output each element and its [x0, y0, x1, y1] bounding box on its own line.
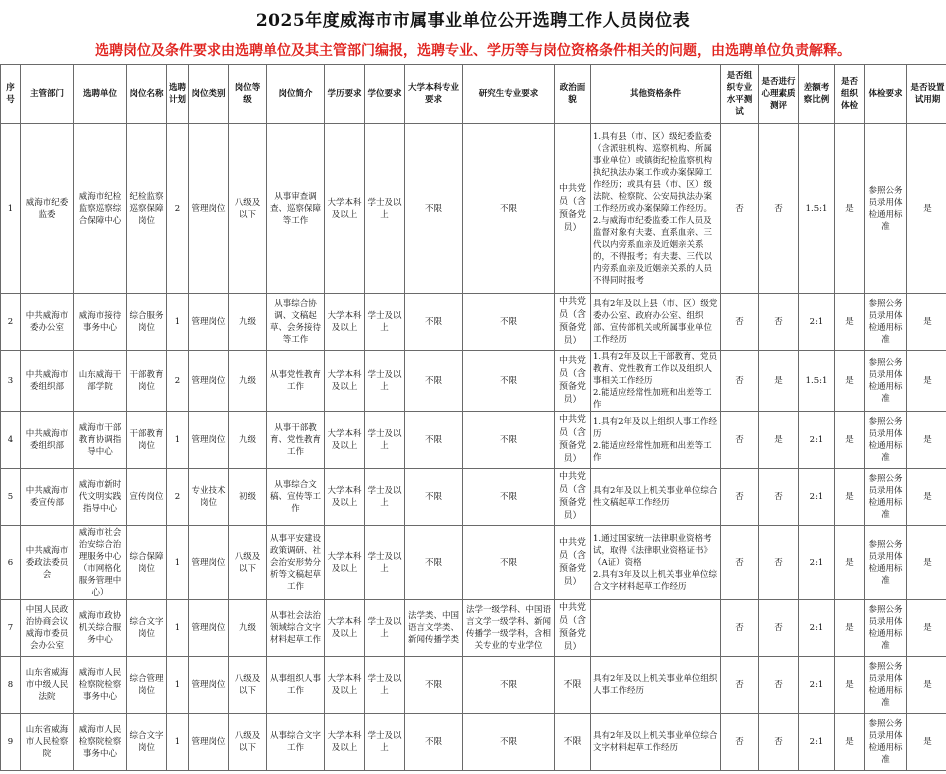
table-cell: 大学本科及以上 — [325, 714, 365, 771]
header-cell: 岗位简介 — [267, 65, 325, 124]
table-cell: 2:1 — [799, 294, 835, 351]
table-cell: 是 — [759, 412, 799, 469]
table-cell: 4 — [1, 412, 21, 469]
table-row — [1, 526, 946, 600]
table-cell: 1.5:1 — [799, 351, 835, 412]
table-cell: 管理岗位 — [189, 412, 229, 469]
table-cell: 威海市人民检察院检察事务中心 — [74, 657, 127, 714]
table-cell: 大学本科及以上 — [325, 124, 365, 294]
table-cell: 是 — [835, 351, 865, 412]
table-cell: 2:1 — [799, 469, 835, 526]
table-cell: 不限 — [555, 657, 591, 714]
table-cell: 中共党员（含预备党员） — [555, 412, 591, 469]
header-cell: 政治面貌 — [555, 65, 591, 124]
table-cell: 宣传岗位 — [127, 469, 167, 526]
table-cell: 学士及以上 — [365, 657, 405, 714]
table-cell: 是 — [907, 714, 946, 771]
table-cell: 是 — [907, 526, 946, 600]
table-cell: 不限 — [405, 657, 463, 714]
table-cell: 威海市接待事务中心 — [74, 294, 127, 351]
table-cell: 参照公务员录用体检通用标准 — [865, 714, 907, 771]
table-cell: 8 — [1, 657, 21, 714]
table-cell: 不限 — [463, 526, 555, 600]
table-cell: 干部教育岗位 — [127, 351, 167, 412]
table-cell: 否 — [721, 469, 759, 526]
table-cell: 山东威海干部学院 — [74, 351, 127, 412]
table-cell: 参照公务员录用体检通用标准 — [865, 294, 907, 351]
header-cell: 学历要求 — [325, 65, 365, 124]
table-cell: 中共党员（含预备党员） — [555, 600, 591, 657]
table-cell: 中共威海市委宣传部 — [21, 469, 74, 526]
header-cell: 序号 — [1, 65, 21, 124]
table-cell: 是 — [907, 351, 946, 412]
table-cell: 否 — [759, 600, 799, 657]
table-cell: 是 — [835, 600, 865, 657]
table-cell: 是 — [759, 351, 799, 412]
table-header-row — [1, 65, 946, 124]
table-cell: 1.具有2年及以上组织人事工作经历 2.能适应经常性加班和出差等工作 — [591, 412, 721, 469]
table-cell: 1 — [167, 657, 189, 714]
table-cell: 参照公务员录用体检通用标准 — [865, 351, 907, 412]
table-cell: 中共党员（含预备党员） — [555, 294, 591, 351]
table-cell: 管理岗位 — [189, 657, 229, 714]
table-cell: 大学本科及以上 — [325, 412, 365, 469]
table-cell: 管理岗位 — [189, 294, 229, 351]
table-row — [1, 124, 946, 294]
header-cell: 研究生专业要求 — [463, 65, 555, 124]
table-cell: 从事综合协调、文稿起草、会务接待等工作 — [267, 294, 325, 351]
table-cell: 1.通过国家统一法律职业资格考试，取得《法律职业资格证书》（A证）资格 2.具有3年及以上机关事业单位综合文字材料起草工作经历 — [591, 526, 721, 600]
table-cell: 具有2年及以上机关事业单位综合文字材料起草工作经历 — [591, 714, 721, 771]
table-cell: 不限 — [405, 469, 463, 526]
header-cell: 主管部门 — [21, 65, 74, 124]
table-cell: 九级 — [229, 351, 267, 412]
table-cell: 山东省威海市中级人民法院 — [21, 657, 74, 714]
table-cell: 不限 — [405, 294, 463, 351]
table-cell: 5 — [1, 469, 21, 526]
page-title: 2025年度威海市市属事业单位公开选聘工作人员岗位表 — [255, 11, 691, 31]
table-cell: 不限 — [405, 124, 463, 294]
table-cell: 1 — [167, 412, 189, 469]
table-body — [1, 124, 946, 771]
table-cell: 八级及以下 — [229, 526, 267, 600]
table-cell: 大学本科及以上 — [325, 526, 365, 600]
table-cell: 1 — [167, 600, 189, 657]
table-cell: 2 — [167, 469, 189, 526]
header-cell: 是否组织专业水平测试 — [721, 65, 759, 124]
table-cell: 参照公务员录用体检通用标准 — [865, 657, 907, 714]
table-cell: 否 — [721, 657, 759, 714]
header-cell: 大学本科专业要求 — [405, 65, 463, 124]
header-cell: 是否设置试用期 — [907, 65, 946, 124]
table-cell: 管理岗位 — [189, 526, 229, 600]
table-cell: 不限 — [555, 714, 591, 771]
table-cell: 不限 — [405, 714, 463, 771]
table-cell: 否 — [759, 124, 799, 294]
header-cell: 是否进行心理素质测评 — [759, 65, 799, 124]
table-cell: 威海市人民检察院检察事务中心 — [74, 714, 127, 771]
table-cell: 中共党员（含预备党员） — [555, 526, 591, 600]
table-cell: 1.具有2年及以上干部教育、党员教育、党性教育工作以及组织人事相关工作经历 2.能适应经常性加班和出差等工作 — [591, 351, 721, 412]
table-cell: 是 — [835, 657, 865, 714]
table-cell: 1 — [167, 714, 189, 771]
table-cell: 八级及以下 — [229, 714, 267, 771]
table-cell: 威海市纪检监察巡察综合保障中心 — [74, 124, 127, 294]
table-cell: 是 — [835, 526, 865, 600]
table-cell: 不限 — [405, 526, 463, 600]
table-cell: 八级及以下 — [229, 657, 267, 714]
table-cell: 是 — [835, 714, 865, 771]
table-cell: 否 — [721, 412, 759, 469]
table-cell: 学士及以上 — [365, 351, 405, 412]
table-cell: 初级 — [229, 469, 267, 526]
table-cell: 否 — [759, 714, 799, 771]
table-cell: 九级 — [229, 600, 267, 657]
table-cell: 不限 — [463, 714, 555, 771]
table-cell: 八级及以下 — [229, 124, 267, 294]
table-row — [1, 412, 946, 469]
table-cell: 否 — [759, 657, 799, 714]
table-cell: 中共威海市委组织部 — [21, 412, 74, 469]
table-cell: 具有2年及以上机关事业单位综合性文稿起草工作经历 — [591, 469, 721, 526]
header-cell: 差额考察比例 — [799, 65, 835, 124]
table-cell: 大学本科及以上 — [325, 600, 365, 657]
table-cell: 干部教育岗位 — [127, 412, 167, 469]
header-cell: 学位要求 — [365, 65, 405, 124]
table-cell: 从事党性教育工作 — [267, 351, 325, 412]
table-cell: 否 — [721, 526, 759, 600]
table-cell: 参照公务员录用体检通用标准 — [865, 526, 907, 600]
table-cell: 中共党员（含预备党员） — [555, 469, 591, 526]
table-cell: 管理岗位 — [189, 714, 229, 771]
table-cell: 管理岗位 — [189, 351, 229, 412]
table-cell: 1 — [167, 526, 189, 600]
table-cell: 是 — [835, 294, 865, 351]
header-cell: 岗位名称 — [127, 65, 167, 124]
table-cell: 不限 — [405, 412, 463, 469]
table-cell: 学士及以上 — [365, 294, 405, 351]
table-row — [1, 714, 946, 771]
table-cell: 不限 — [463, 469, 555, 526]
table-cell: 学士及以上 — [365, 526, 405, 600]
table-cell: 是 — [835, 469, 865, 526]
table-cell: 九级 — [229, 294, 267, 351]
table-cell: 山东省威海市人民检察院 — [21, 714, 74, 771]
table-cell: 专业技术岗位 — [189, 469, 229, 526]
table-cell: 9 — [1, 714, 21, 771]
table-cell: 否 — [721, 124, 759, 294]
table-cell: 参照公务员录用体检通用标准 — [865, 469, 907, 526]
table-cell: 管理岗位 — [189, 600, 229, 657]
table-cell: 综合保障岗位 — [127, 526, 167, 600]
table-cell: 从事综合文字工作 — [267, 714, 325, 771]
table-cell: 大学本科及以上 — [325, 657, 365, 714]
table-cell: 是 — [907, 469, 946, 526]
table-cell: 不限 — [463, 351, 555, 412]
table-cell: 中共党员（含预备党员） — [555, 124, 591, 294]
table-cell: 具有2年及以上机关事业单位组织人事工作经历 — [591, 657, 721, 714]
table-cell: 是 — [907, 124, 946, 294]
table-cell: 威海市社会治安综合治理服务中心（市网格化服务管理中心） — [74, 526, 127, 600]
table-cell: 综合管理岗位 — [127, 657, 167, 714]
table-cell: 1.具有县（市、区）级纪委监委（含派驻机构、巡察机构、所属事业单位）或镇街纪检监察机构执纪执法办案工作或办案保障工作经历；或具有县（市、区）级法院、检察院、公安局执法办案工作经历或办案保障工作经历。 2.与威海市纪委监委工作人员及监督对象有夫妻、直系血亲、三代以内旁系血亲及近姻亲关系的，不得报考；有夫妻、三代以内旁系血亲及近姻亲关系的人员不得同时报考 — [591, 124, 721, 294]
table-cell: 从事审查调查、巡察保障等工作 — [267, 124, 325, 294]
table-cell: 2:1 — [799, 526, 835, 600]
table-cell: 参照公务员录用体检通用标准 — [865, 124, 907, 294]
table-cell: 不限 — [405, 351, 463, 412]
table-cell: 不限 — [463, 657, 555, 714]
header-cell: 岗位等级 — [229, 65, 267, 124]
table-cell: 1 — [1, 124, 21, 294]
header-cell: 是否组织体检 — [835, 65, 865, 124]
table-row — [1, 294, 946, 351]
table-cell: 学士及以上 — [365, 412, 405, 469]
table-cell: 中共威海市委办公室 — [21, 294, 74, 351]
table-cell: 法学类、中国语言文学类、新闻传播学类 — [405, 600, 463, 657]
table-cell: 是 — [835, 412, 865, 469]
table-cell: 是 — [907, 657, 946, 714]
table-cell: 从事平安建设政策调研、社会治安形势分析等文稿起草工作 — [267, 526, 325, 600]
table-cell: 否 — [759, 294, 799, 351]
table-cell: 纪检监察巡察保障岗位 — [127, 124, 167, 294]
table-row — [1, 657, 946, 714]
table-cell: 大学本科及以上 — [325, 469, 365, 526]
table-cell: 综合服务岗位 — [127, 294, 167, 351]
table-cell: 不限 — [463, 124, 555, 294]
table-cell: 威海市新时代文明实践指导中心 — [74, 469, 127, 526]
header-cell: 选聘计划 — [167, 65, 189, 124]
table-row — [1, 469, 946, 526]
table-cell: 2:1 — [799, 714, 835, 771]
table-cell: 从事社会法治领域综合文字材料起草工作 — [267, 600, 325, 657]
table-cell: 否 — [759, 526, 799, 600]
table-cell: 2:1 — [799, 600, 835, 657]
table-cell: 参照公务员录用体检通用标准 — [865, 600, 907, 657]
table-cell: 中共威海市委组织部 — [21, 351, 74, 412]
table-cell: 九级 — [229, 412, 267, 469]
table-cell: 2:1 — [799, 657, 835, 714]
table-cell: 1.5:1 — [799, 124, 835, 294]
table-cell — [591, 600, 721, 657]
header-cell: 其他资格条件 — [591, 65, 721, 124]
table-cell: 是 — [907, 600, 946, 657]
header-cell: 选聘单位 — [74, 65, 127, 124]
table-cell: 具有2年及以上县（市、区）级党委办公室、政府办公室、组织部、宣传部机关或所属事业单位工作经历 — [591, 294, 721, 351]
table-cell: 学士及以上 — [365, 124, 405, 294]
table-cell: 大学本科及以上 — [325, 351, 365, 412]
table-cell: 大学本科及以上 — [325, 294, 365, 351]
header-cell: 岗位类别 — [189, 65, 229, 124]
table-cell: 管理岗位 — [189, 124, 229, 294]
table-cell: 学士及以上 — [365, 714, 405, 771]
table-cell: 从事干部教育、党性教育工作 — [267, 412, 325, 469]
table-cell: 综合文字岗位 — [127, 600, 167, 657]
table-cell: 是 — [835, 124, 865, 294]
table-cell: 2:1 — [799, 412, 835, 469]
table-cell: 1 — [167, 294, 189, 351]
table-cell: 综合文字岗位 — [127, 714, 167, 771]
table-cell: 不限 — [463, 412, 555, 469]
table-cell: 否 — [721, 351, 759, 412]
table-cell: 不限 — [463, 294, 555, 351]
table-cell: 6 — [1, 526, 21, 600]
table-cell: 否 — [721, 714, 759, 771]
table-cell: 中国人民政治协商会议威海市委员会办公室 — [21, 600, 74, 657]
table-cell: 中共威海市委政法委员会 — [21, 526, 74, 600]
table-cell: 学士及以上 — [365, 469, 405, 526]
header-cell: 体检要求 — [865, 65, 907, 124]
table-cell: 2 — [167, 351, 189, 412]
table-cell: 从事综合文稿、宣传等工作 — [267, 469, 325, 526]
positions-table — [0, 64, 946, 771]
table-cell: 是 — [907, 412, 946, 469]
table-cell: 3 — [1, 351, 21, 412]
table-cell: 参照公务员录用体检通用标准 — [865, 412, 907, 469]
table-cell: 威海市纪委监委 — [21, 124, 74, 294]
table-cell: 威海市干部教育协调指导中心 — [74, 412, 127, 469]
table-row — [1, 351, 946, 412]
table-cell: 法学一级学科、中国语言文学一级学科、新闻传播学一级学科，含相关专业的专业学位 — [463, 600, 555, 657]
table-cell: 威海市政协机关综合服务中心 — [74, 600, 127, 657]
table-cell: 2 — [1, 294, 21, 351]
table-cell: 否 — [759, 469, 799, 526]
table-cell: 否 — [721, 294, 759, 351]
table-cell: 学士及以上 — [365, 600, 405, 657]
table-cell: 7 — [1, 600, 21, 657]
table-cell: 是 — [907, 294, 946, 351]
table-cell: 2 — [167, 124, 189, 294]
table-cell: 中共党员（含预备党员） — [555, 351, 591, 412]
disclaimer-note: 选聘岗位及条件要求由选聘单位及其主管部门编报，选聘专业、学历等与岗位资格条件相关的问题，由选聘单位负责解释。 — [95, 43, 851, 59]
table-row — [1, 600, 946, 657]
table-cell: 否 — [721, 600, 759, 657]
table-cell: 从事组织人事工作 — [267, 657, 325, 714]
